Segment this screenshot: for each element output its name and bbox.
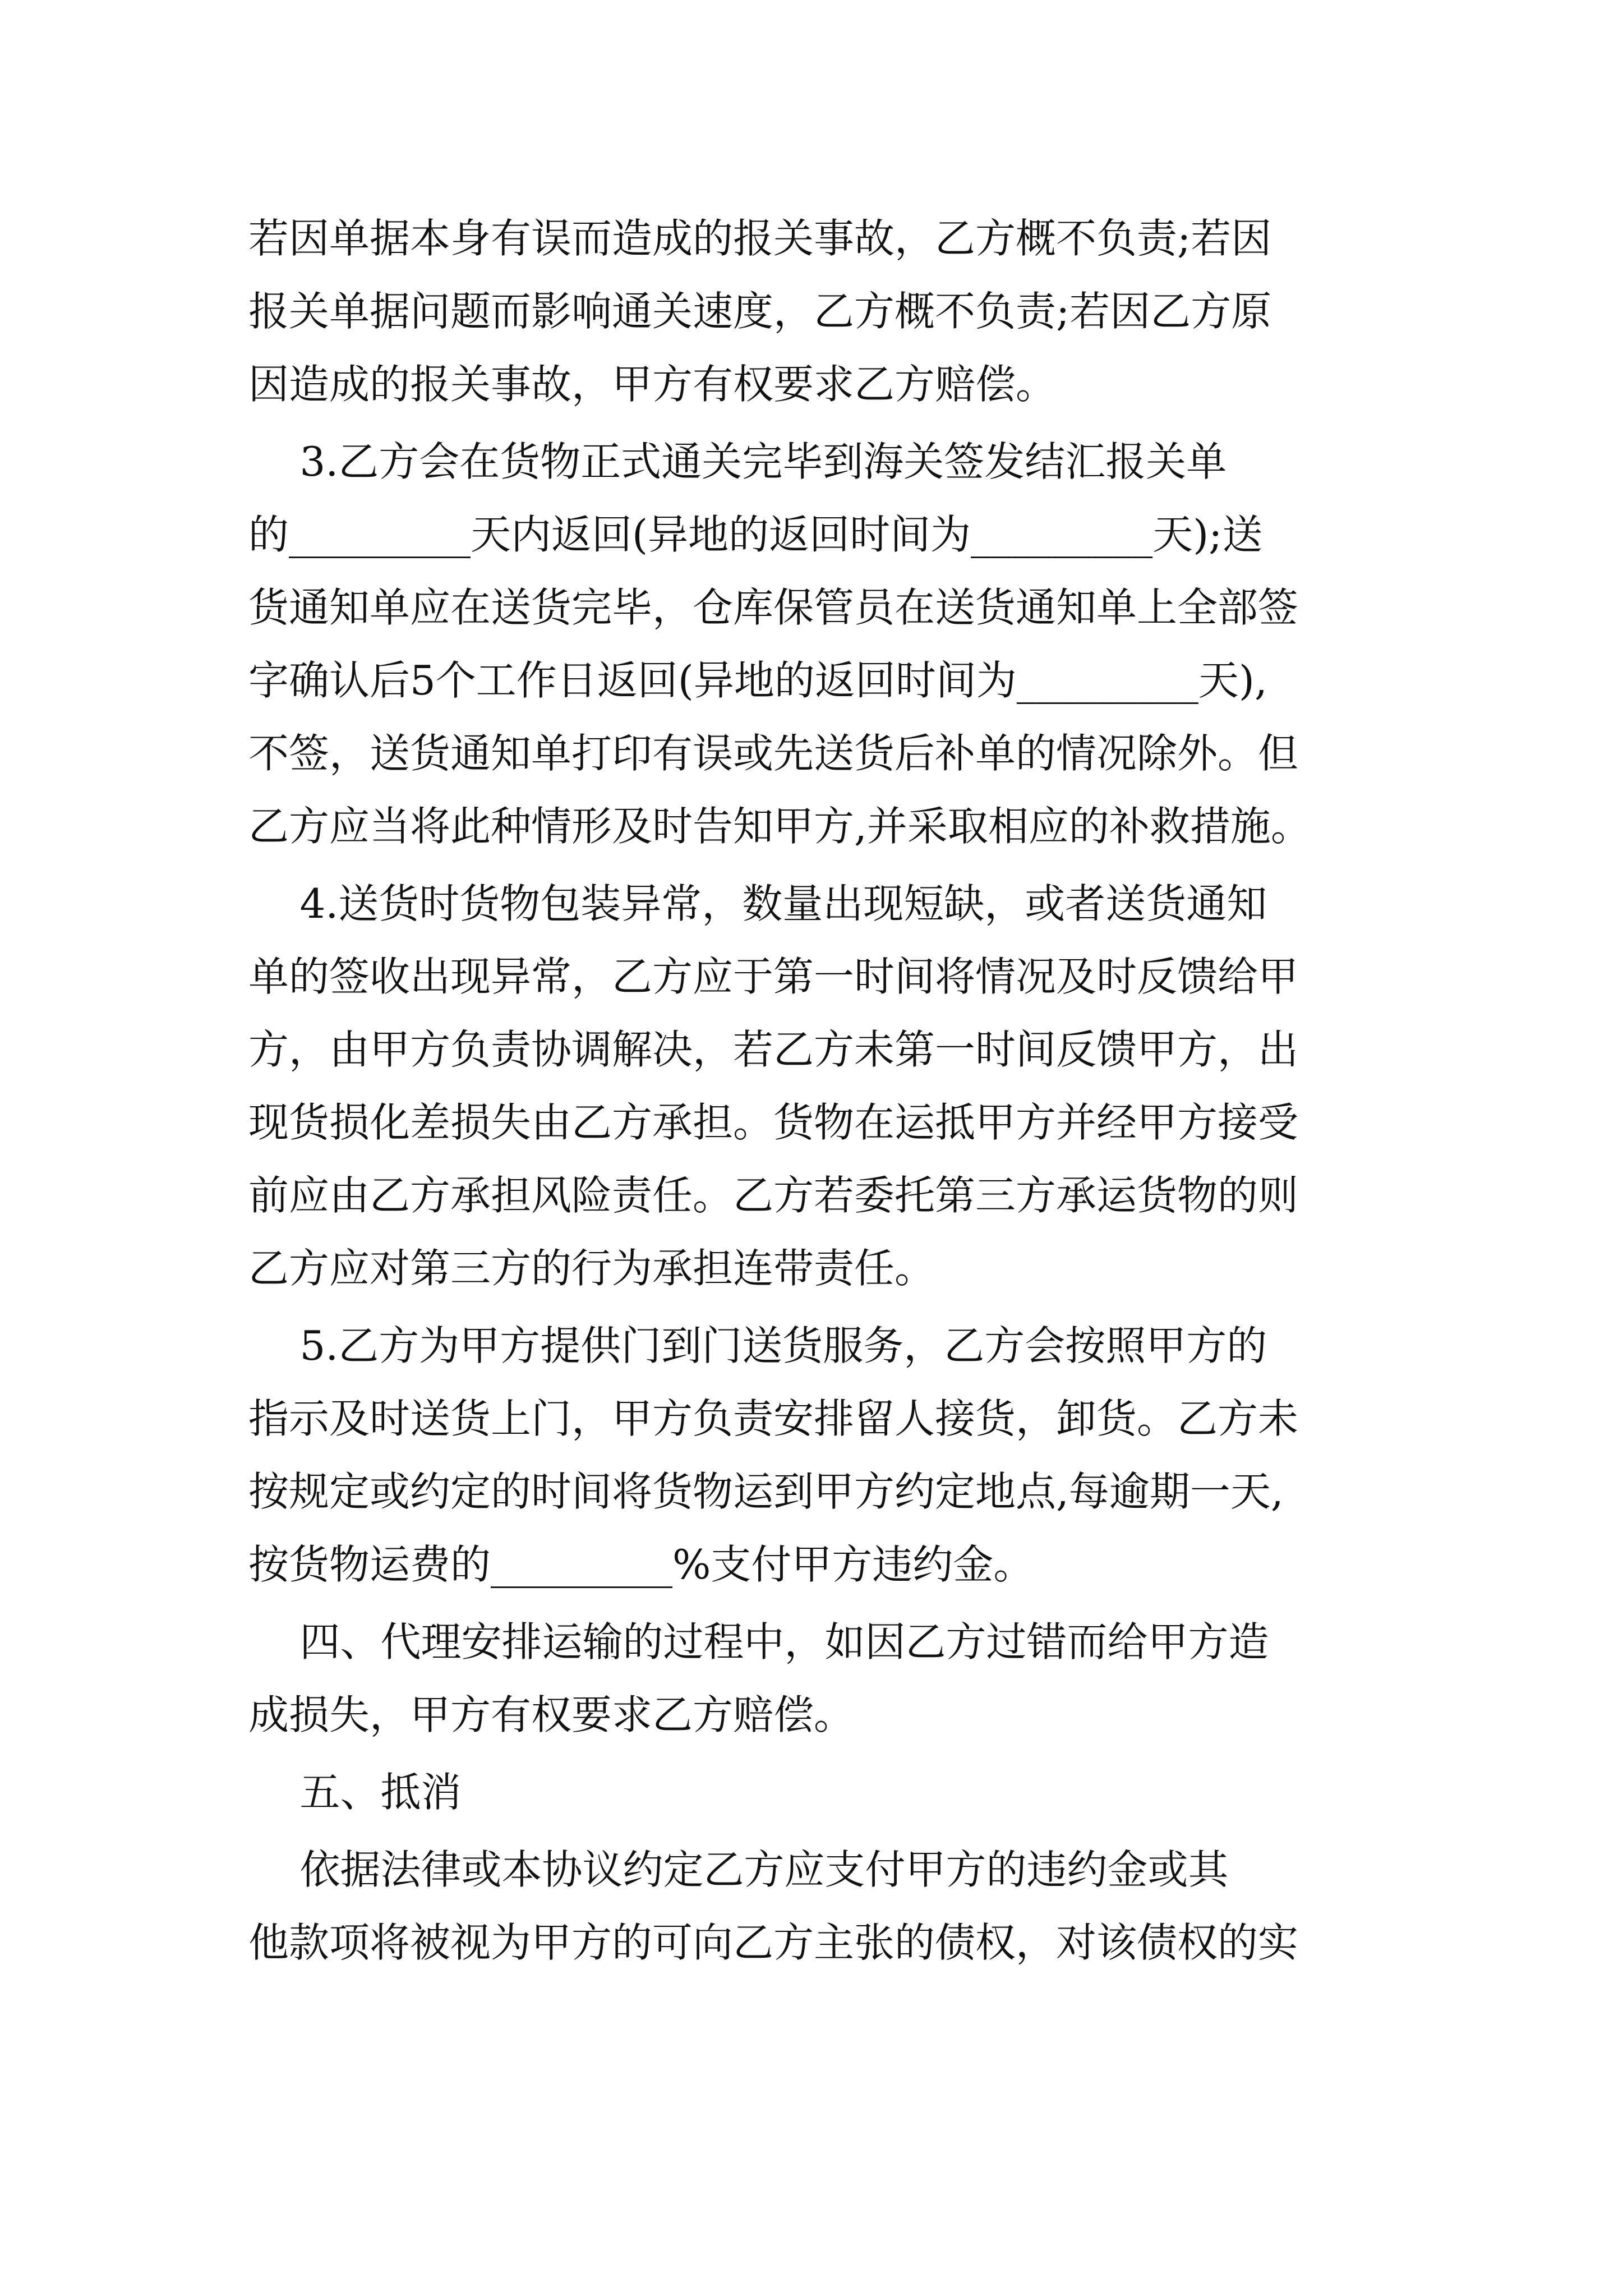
section-5-heading: 五、抵消 <box>248 1769 462 1816</box>
text-line: 报关单据问题而影响通关速度，乙方概不负责;若因乙方原 <box>248 288 1272 335</box>
section-4-line: 四、代理安排运输的过程中，如因乙方过错而给甲方造 <box>248 1618 1269 1665</box>
text-line: 若因单据本身有误而造成的报关事故，乙方概不负责;若因 <box>248 215 1272 262</box>
text-line: 成损失，甲方有权要求乙方赔偿。 <box>248 1691 855 1738</box>
paragraph-3-line: 3.乙方会在货物正式通关完毕到海关签发结汇报关单 <box>248 438 1227 485</box>
text-line: 的_________天内返回(异地的返回时间为_________天);送 <box>248 511 1263 558</box>
text-line: 乙方应当将此种情形及时告知甲方,并采取相应的补救措施。 <box>248 803 1311 850</box>
text-line: 按规定或约定的时间将货物运到甲方约定地点,每逾期一天, <box>248 1468 1284 1515</box>
text-line: 按货物运费的_________%支付甲方违约金。 <box>248 1541 1034 1588</box>
text-line: 他款项将被视为甲方的可向乙方主张的债权，对该债权的实 <box>248 1919 1299 1966</box>
text-line: 乙方应对第三方的行为承担连带责任。 <box>248 1245 935 1292</box>
text-line: 不签，送货通知单打印有误或先送货后补单的情况除外。但 <box>248 730 1299 777</box>
paragraph-5-line: 5.乙方为甲方提供门到门送货服务，乙方会按照甲方的 <box>248 1322 1267 1369</box>
document-body <box>248 202 1381 1979</box>
text-line: 货通知单应在送货完毕，仓库保管员在送货通知单上全部签 <box>248 584 1299 631</box>
paragraph-4-line: 4.送货时货物包装异常，数量出现短缺，或者送货通知 <box>248 880 1267 927</box>
section-5-paragraph-line: 依据法律或本协议约定乙方应支付甲方的违约金或其 <box>248 1846 1229 1893</box>
text-line: 前应由乙方承担风险责任。乙方若委托第三方承运货物的则 <box>248 1172 1299 1219</box>
text-line: 因造成的报关事故，甲方有权要求乙方赔偿。 <box>248 361 1057 408</box>
text-line: 指示及时送货上门，甲方负责安排留人接货，卸货。乙方未 <box>248 1395 1299 1442</box>
text-line: 现货损化差损失由乙方承担。货物在运抵甲方并经甲方接受 <box>248 1099 1299 1146</box>
text-line: 方，由甲方负责协调解决，若乙方未第一时间反馈甲方，出 <box>248 1026 1299 1073</box>
text-line: 字确认后5个工作日返回(异地的返回时间为_________天), <box>248 657 1267 704</box>
text-line: 单的签收出现异常，乙方应于第一时间将情况及时反馈给甲 <box>248 953 1299 1000</box>
